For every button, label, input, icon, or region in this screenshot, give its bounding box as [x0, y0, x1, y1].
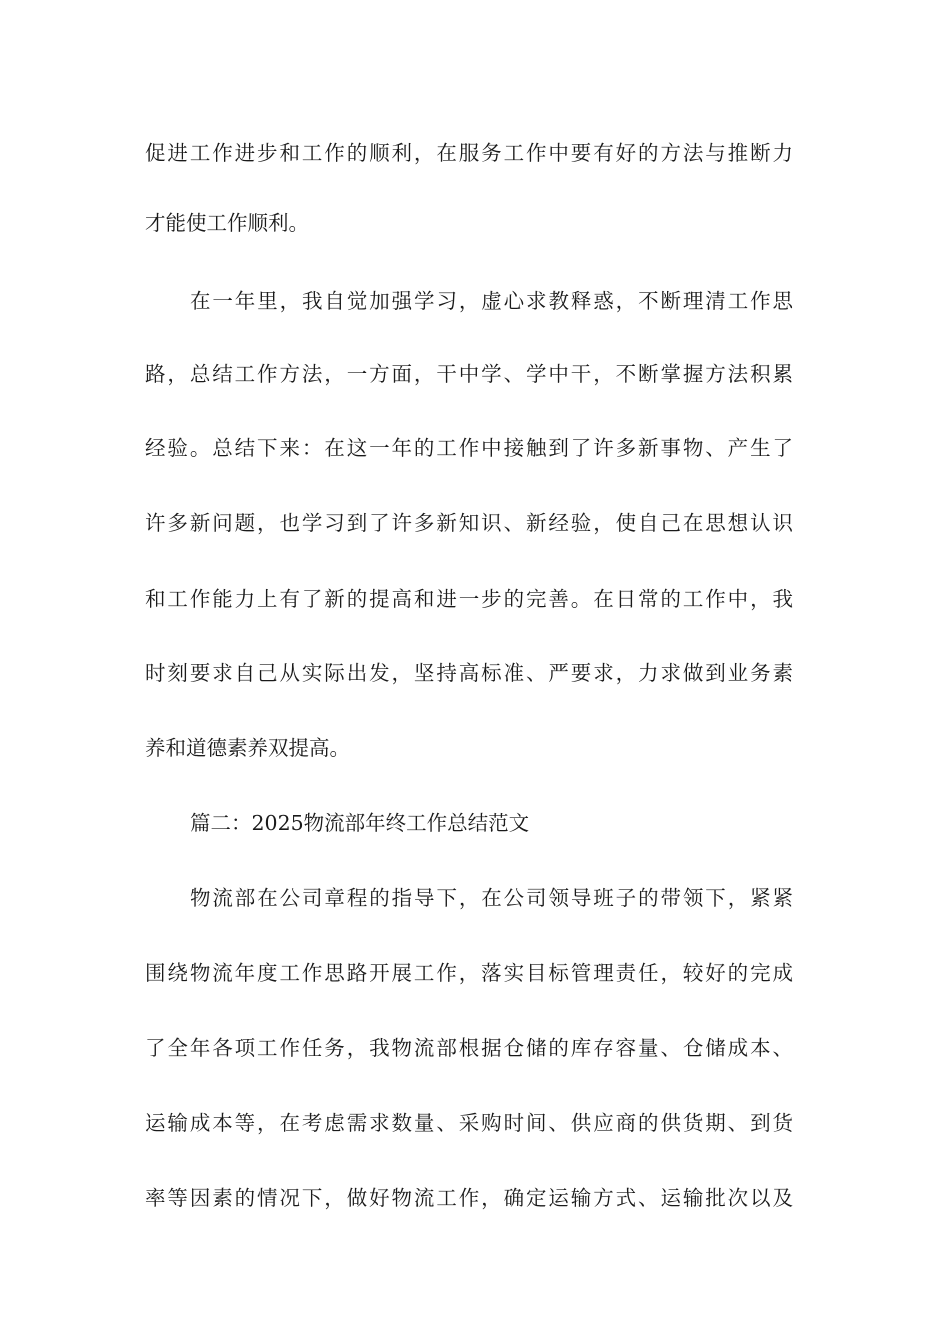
paragraph-line: 才能使工作顺利。 — [145, 211, 309, 235]
paragraph-line: 和工作能力上有了新的提高和进一步的完善。在日常的工作中，我 — [145, 587, 793, 611]
paragraph-line: 运输成本等，在考虑需求数量、采购时间、供应商的供货期、到货 — [145, 1111, 793, 1135]
paragraph-line: 围绕物流年度工作思路开展工作，落实目标管理责任，较好的完成 — [145, 961, 793, 985]
paragraph-line: 时刻要求自己从实际出发，坚持高标准、严要求，力求做到业务素 — [145, 661, 793, 685]
section-heading: 篇二：2025物流部年终工作总结范文 — [190, 811, 530, 835]
paragraph-line: 了全年各项工作任务，我物流部根据仓储的库存容量、仓储成本、 — [145, 1036, 793, 1060]
paragraph-line: 许多新问题，也学习到了许多新知识、新经验，使自己在思想认识 — [145, 511, 793, 535]
paragraph-line: 在一年里，我自觉加强学习，虚心求教释惑，不断理清工作思 — [190, 289, 793, 313]
paragraph-line: 率等因素的情况下，做好物流工作，确定运输方式、运输批次以及 — [145, 1186, 793, 1210]
paragraph-line: 促进工作进步和工作的顺利，在服务工作中要有好的方法与推断力 — [145, 141, 793, 165]
paragraph-line: 经验。总结下来：在这一年的工作中接触到了许多新事物、产生了 — [145, 436, 793, 460]
paragraph-line: 路，总结工作方法，一方面，干中学、学中干，不断掌握方法积累 — [145, 362, 793, 386]
paragraph-line: 养和道德素养双提高。 — [145, 736, 350, 760]
paragraph-line: 物流部在公司章程的指导下，在公司领导班子的带领下，紧紧 — [190, 886, 793, 910]
